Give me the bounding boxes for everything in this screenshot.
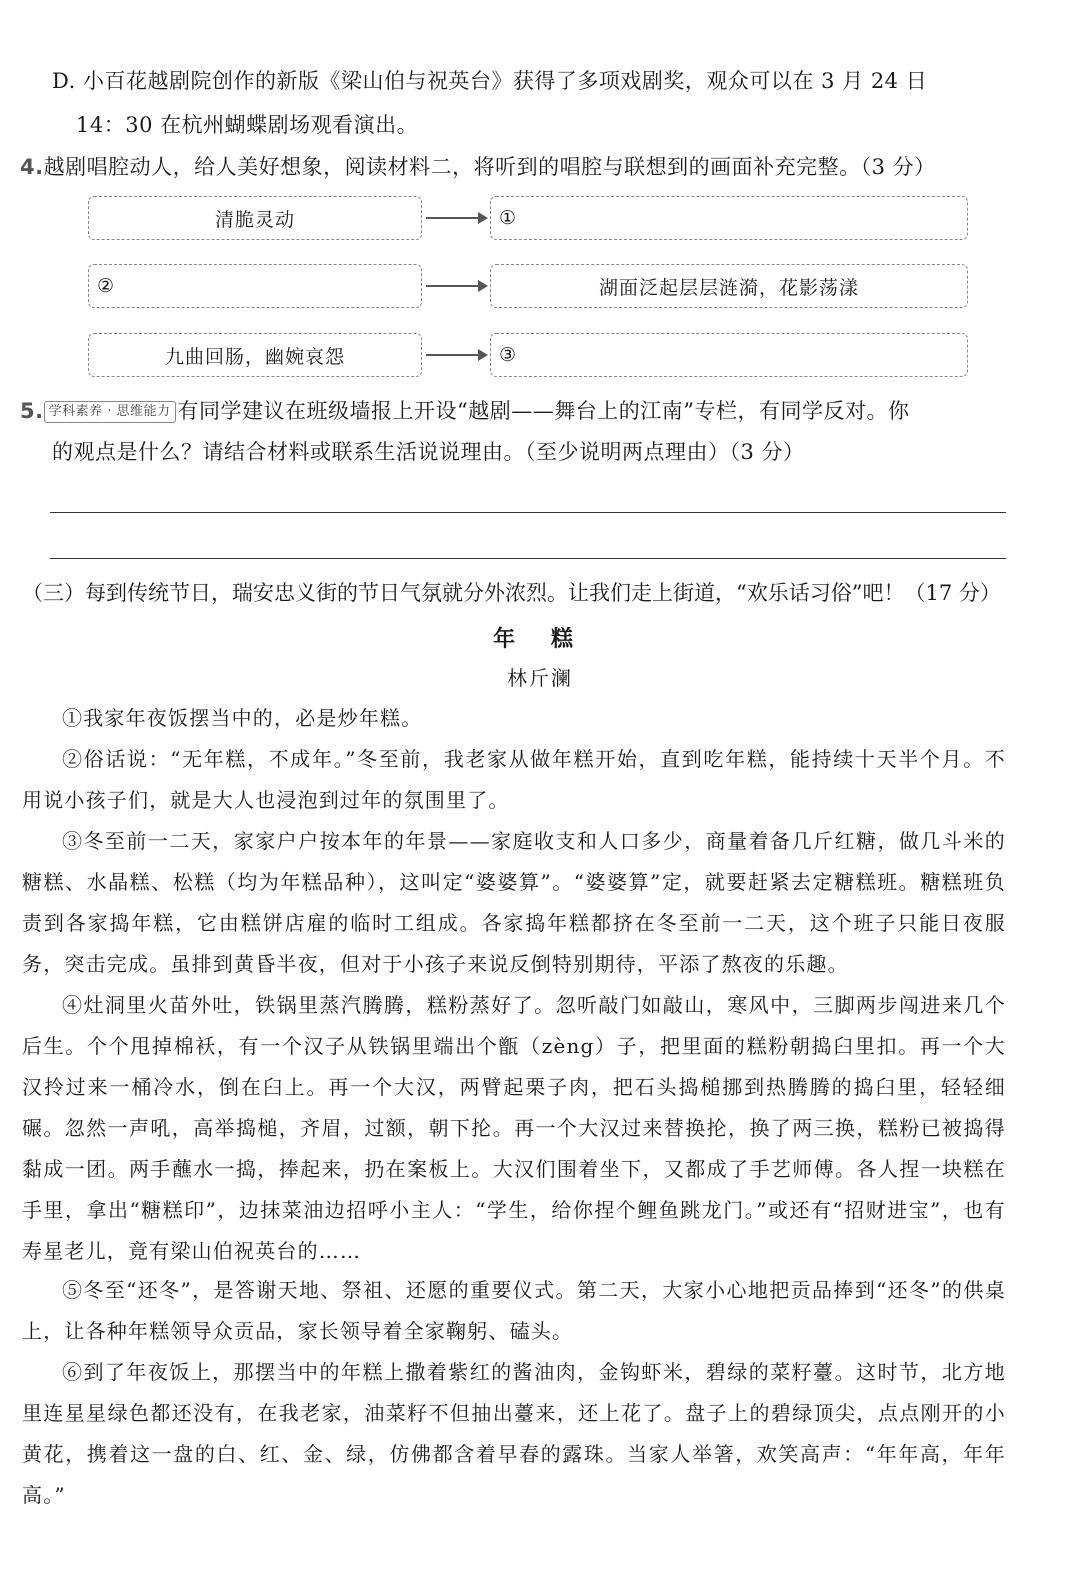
q4-row1-left-box: [88, 196, 422, 240]
paragraph-3: ③冬至前一二天，家家户户按本年的年景——家庭收支和人口多少，商量着备几斤红糖，做几斗米的糖糕、水晶糕、松糕（均为年糕品种），这叫定“婆婆算”。“婆婆算”定，就要赶紧去定糖糕班。糖糕班负责到各家捣年糕，它由糕饼店雇的临时工组成。各家捣年糕都挤在冬至前一二天，这个班子只能日夜服务，突击完成。虽排到黄昏半夜，但对于小孩子来说反倒特别期待，平添了熬夜的乐趣。: [22, 829, 1006, 976]
q4-row2-right-text: 湖面泛起层层涟漪，花影荡漾: [598, 276, 859, 299]
paragraph-6: ⑥到了年夜饭上，那摆当中的年糕上撒着紫红的酱油肉，金钩虾米，碧绿的菜籽薹。这时节，北方地里连星星绿色都还没有，在我老家，油菜籽不但抽出薹来，还上花了。盘子上的碧绿顶尖，点点刚开的小黄花，携着这一盘的白、红、金、绿，仿佛都含着早春的露珠。当家人举箸，欢笑高声：“年年高，年年高。”: [22, 1360, 1006, 1507]
section-3-intro: （三）每到传统节日，瑞安忠义街的节日气氛就分外浓烈。让我们走上街道，“欢乐话习俗”吧！（17 分）: [22, 581, 1001, 605]
question-4: [20, 152, 936, 182]
q4-row3-left-box: [88, 333, 422, 377]
paragraph-4: ④灶洞里火苗外吐，铁锅里蒸汽腾腾，糕粉蒸好了。忽听敲门如敲山，寒风中，三脚两步闯进来几个后生。个个甩掉棉袄，有一个汉子从铁锅里端出个甑（zèng）子，把里面的糕粉朝捣臼里扣。再一个大汉拎过来一桶冷水，倒在臼上。再一个大汉，两臂起栗子肉，把石头捣槌挪到热腾腾的捣臼里，轻轻细碾。忽然一声吼，高举捣槌，齐眉，过额，朝下抡。再一个大汉过来替换抡，换了两三换，糕粉已被捣得黏成一团。两手蘸水一捣，捧起来，扔在案板上。大汉们围着坐下，又都成了手艺师傅。各人捏一块糕在手里，拿出“糖糕印”，边抹菜油边招呼小主人：“学生，给你捏个鲤鱼跳龙门。”或还有“招财进宝”，也有寿星老儿，竟有梁山伯祝英台的……: [22, 993, 1006, 1263]
q4-row2-right-box: [490, 264, 968, 308]
paragraph-2: ②俗话说：“无年糕，不成年。”冬至前，我老家从做年糕开始，直到吃年糕，能持续十天半个月。不用说小孩子们，就是大人也浸泡到过年的氛围里了。: [22, 747, 1006, 812]
q4-blank-3-label: ③: [499, 344, 518, 366]
q4-blank-2-label: ②: [97, 275, 116, 297]
paragraph-1: ①我家年夜饭摆当中的，必是炒年糕。: [62, 706, 423, 730]
q4-row1-left-text: 清脆灵动: [214, 208, 295, 231]
q4-row2-arrow: [426, 278, 488, 294]
q4-row2-left-box[interactable]: [88, 264, 422, 308]
question-5-line2: 的观点是什么？请结合材料或联系生活说说理由。（至少说明两点理由）（3 分）: [52, 440, 805, 464]
paragraph-5: ⑤冬至“还冬”，是答谢天地、祭祖、还愿的重要仪式。第二天，大家小心地把贡品捧到“还冬”的供桌上，让各种年糕领导众贡品，家长领导着全家鞠躬、磕头。: [22, 1278, 1006, 1343]
question-5: [20, 396, 909, 426]
article-title: 年 糕: [493, 626, 587, 652]
q4-blank-1-label: ①: [499, 207, 518, 229]
q4-row1-arrow: [426, 210, 488, 226]
q4-row1-right-box[interactable]: [490, 196, 968, 240]
question-5-number: 5.: [20, 399, 44, 423]
q4-row3-right-box[interactable]: [490, 333, 968, 377]
article-author: 林斤澜: [507, 666, 573, 690]
answer-line-1[interactable]: [50, 512, 1006, 513]
question-5-line1: 有同学建议在班级墙报上开设“越剧——舞台上的江南”专栏，有同学反对。你: [177, 399, 910, 423]
q4-row3-left-text: 九曲回肠，幽婉哀怨: [164, 345, 345, 368]
option-d-line2: 14：30 在杭州蝴蝶剧场观看演出。: [76, 113, 419, 137]
question-4-text: 越剧唱腔动人，给人美好想象，阅读材料二，将听到的唱腔与联想到的画面补充完整。（3 分）: [43, 155, 936, 179]
option-d-line1: D. 小百花越剧院创作的新版《梁山伯与祝英台》获得了多项戏剧奖，观众可以在 3 月 24 日: [52, 69, 928, 93]
q4-row3-arrow: [426, 347, 488, 363]
answer-line-2[interactable]: [50, 558, 1006, 559]
competency-tag: 学科素养 · 思维能力: [44, 401, 176, 423]
question-4-number: 4.: [20, 155, 44, 179]
